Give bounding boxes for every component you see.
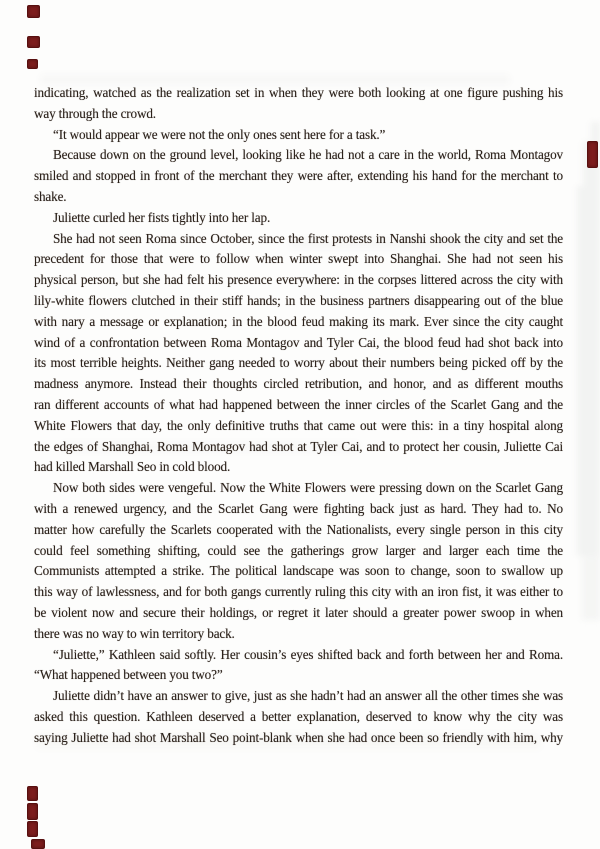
red-edge-mark (27, 5, 40, 18)
text-line (34, 229, 563, 250)
text-line-content: She had not seen Roma since October, since the first protests in Nanshi shook the city and set the (53, 230, 563, 246)
text-line (34, 478, 563, 499)
text-line (34, 374, 563, 395)
text-line (34, 333, 563, 354)
text-line (34, 603, 563, 624)
text-line-content: precedent for those that were to follow when winter swept into Shanghai. She had not seen his (34, 251, 563, 267)
text-line-content: Juliette didn’t have an answer to give, just as she hadn’t had an answer all the other times she was (53, 688, 563, 704)
shadow-segment (577, 186, 600, 556)
text-line (34, 291, 563, 312)
text-line (34, 312, 563, 333)
red-edge-mark (27, 36, 40, 48)
text-line-content: this way of lawlessness, and for both gangs currently ruling this city with an iron fist, it was either to (34, 584, 563, 600)
text-line-content: physical person, but she had felt his presence everywhere: in the corpses littered across the city with (34, 272, 563, 288)
text-line (34, 353, 563, 374)
paragraph (34, 645, 563, 687)
paragraph (34, 478, 563, 644)
text-line (34, 728, 563, 749)
text-line-content: Communists attempted a strike. The political landscape was soon to change, soon to swallow up (34, 563, 563, 579)
text-line (34, 457, 563, 478)
text-line-content: could feel something shifting, could see the gatherings grow larger and larger each time the (34, 542, 563, 558)
text-line-content: indicating, watched as the realization set in when they were both looking at one figure pushing his (34, 85, 563, 100)
text-line-content: way through the crowd. (34, 105, 156, 121)
text-line (34, 145, 563, 166)
paragraph (34, 125, 563, 146)
text-line (34, 125, 563, 146)
text-line (34, 166, 563, 187)
text-line-content: the edges of Shanghai, Roma Montagov had shot at Tyler Cai, and to protect her cousin, Juliette Cai (34, 438, 563, 454)
text-line (34, 416, 563, 437)
page-edge-shadow (560, 0, 600, 849)
red-edge-mark (27, 59, 38, 69)
text-line (34, 208, 563, 229)
text-line (34, 83, 563, 104)
paragraph (34, 83, 563, 125)
text-line-content: be violent now and secure their holdings, or regret it later should a greater power swoop in when (34, 604, 563, 620)
text-line-content: wind of a confrontation between Roma Montagov and Tyler Cai, the blood feud had shot back into (34, 334, 563, 350)
text-line (34, 437, 563, 458)
text-line-content: “It would appear we were not the only ones sent here for a task.” (53, 126, 386, 142)
red-edge-mark (27, 786, 38, 801)
text-line (34, 541, 563, 562)
text-line (34, 104, 563, 125)
text-line-content: Now both sides were vengeful. Now the White Flowers were pressing down on the Scarlet Gang (53, 480, 563, 496)
text-line-content: lily-white flowers clutched in their stiff hands; in the business partners disappearing out of the blue (34, 292, 563, 308)
text-line (34, 645, 563, 666)
text-line (34, 499, 563, 520)
text-line-content: smiled and stopped in front of the merchant they were after, extending his hand for the merchant to (34, 168, 563, 184)
text-line (34, 561, 563, 582)
text-line (34, 395, 563, 416)
page-text-block (34, 83, 563, 749)
paragraph (34, 686, 563, 748)
text-line (34, 707, 563, 728)
text-line-content: had killed Marshall Seo in cold blood. (34, 459, 231, 475)
text-line (34, 665, 563, 686)
text-line (34, 249, 563, 270)
text-line-content: with a renewed urgency, and the Scarlet Gang were fighting back just as hard. They had to. No (34, 500, 563, 516)
text-line-content: matter how carefully the Scarlets cooperated with the Nationalists, every single person in this city (34, 521, 563, 537)
text-line-content: there was no way to win territory back. (34, 625, 235, 641)
text-line-content: madness anymore. Instead their thoughts circled retribution, and honor, and as different mouths (34, 376, 563, 392)
text-line-content: Juliette curled her fists tightly into her lap. (53, 209, 271, 225)
shadow-segment (582, 545, 600, 620)
text-line-content: ran different accounts of what had happened between the inner circles of the Scarlet Gang and the (34, 396, 563, 412)
text-line-content: Because down on the ground level, looking like he had not a care in the world, Roma Montagov (53, 147, 563, 163)
paragraph (34, 208, 563, 229)
red-edge-mark (27, 821, 38, 837)
text-line-content: its most terrible heights. Neither gang needed to worry about their numbers being picked off by the (34, 355, 563, 371)
text-line-content: with nary a message or explanation; in the blood feud making its mark. Ever since the city caught (34, 313, 563, 329)
red-edge-mark (587, 141, 598, 168)
text-line-content: “Juliette,” Kathleen said softly. Her cousin’s eyes shifted back and forth between her and Roma. (53, 646, 563, 662)
text-line-content: shake. (34, 188, 67, 204)
text-line (34, 270, 563, 291)
red-edge-mark (31, 839, 45, 849)
text-line-content: “What happened between you two?” (34, 667, 223, 683)
text-line-content: White Flowers that day, the only definitive truths that came out were this: in a tiny hospital along (34, 417, 563, 433)
text-line (34, 624, 563, 645)
text-line (34, 582, 563, 603)
paragraph (34, 229, 563, 479)
text-line-content: saying Juliette had shot Marshall Seo point-blank when she had once been so friendly with him, why (34, 729, 563, 745)
text-line (34, 187, 563, 208)
text-line-content: asked this question. Kathleen deserved a better explanation, deserved to know why the city was (34, 708, 563, 724)
red-edge-mark (27, 803, 38, 820)
text-line (34, 686, 563, 707)
paragraph (34, 145, 563, 207)
text-line (34, 520, 563, 541)
